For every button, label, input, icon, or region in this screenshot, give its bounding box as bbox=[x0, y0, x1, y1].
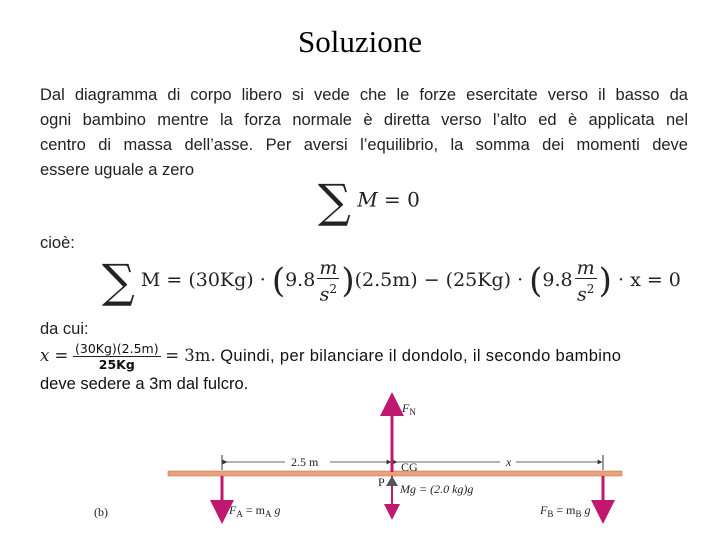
sum-symbol: ∑ bbox=[318, 174, 351, 228]
g-value-2: 9.8 bbox=[542, 269, 573, 292]
solution-fraction: $\frac{(30Kg)(2.5m)}{25Kg}$ bbox=[74, 341, 159, 372]
panel-label: (b) bbox=[94, 505, 108, 519]
solution-text: Quindi, per bilanciare il dondolo, il secondo bambino bbox=[220, 346, 622, 365]
pivot-fulcrum bbox=[386, 476, 398, 486]
slide-title: Soluzione bbox=[298, 24, 422, 59]
sum-symbol: ∑ bbox=[102, 254, 135, 309]
moment-equation: ∑ M = (30Kg) · (9.8 $\frac{m}{s^2}$ )(2.5m) − (25Kg) · (9.8 $\frac{m}{s^2}$ ) · x = 0 bbox=[102, 254, 681, 309]
normal-force-label: $F_N$ bbox=[402, 401, 416, 417]
plank bbox=[168, 471, 622, 476]
paragraph-line: Dal diagramma di corpo libero si vede che le forze esercitate verso il basso da bbox=[40, 86, 688, 104]
moment-middle: (2.5m) − (25Kg) · bbox=[354, 269, 530, 292]
label-cioe: cioè: bbox=[40, 234, 75, 252]
weight-label: Mg = (2.0 kg)g bbox=[400, 482, 474, 496]
equals-zero: = 0 bbox=[384, 187, 420, 212]
label-da-cui: da cui: bbox=[40, 320, 89, 338]
moment-tail: · x = 0 bbox=[617, 269, 681, 292]
force-a-label: $F_A = m_A$ g bbox=[229, 503, 281, 519]
unit-fraction-2: $\frac{m}{s^2}$ bbox=[576, 257, 595, 306]
dimension-label-left: 2.5 m bbox=[291, 455, 319, 469]
force-b-label: $F_B = m_B$ g bbox=[540, 503, 591, 519]
x-var: x = bbox=[40, 345, 69, 365]
solution-result: = 3m. bbox=[165, 345, 216, 365]
solution-line-2: deve sedere a 3m dal fulcro. bbox=[40, 375, 249, 393]
paragraph-line: ogni bambino mentre la forza normale è diretta verso l’alto ed è applicata nel bbox=[40, 111, 688, 129]
moment-lhs: M = (30Kg) · bbox=[140, 269, 272, 292]
paragraph-line: essere uguale a zero bbox=[40, 161, 195, 179]
g-value: 9.8 bbox=[285, 269, 316, 292]
unit-fraction: $\frac{m}{s^2}$ bbox=[319, 257, 338, 306]
paragraph-line: centro di massa dell’asse. Per aversi l’equilibrio, la somma dei momenti deve bbox=[40, 136, 688, 154]
pivot-label: P bbox=[378, 475, 385, 489]
cg-label: CG bbox=[401, 460, 418, 474]
dimension-label-right: x bbox=[506, 455, 512, 469]
moment-symbol: M bbox=[357, 187, 378, 212]
